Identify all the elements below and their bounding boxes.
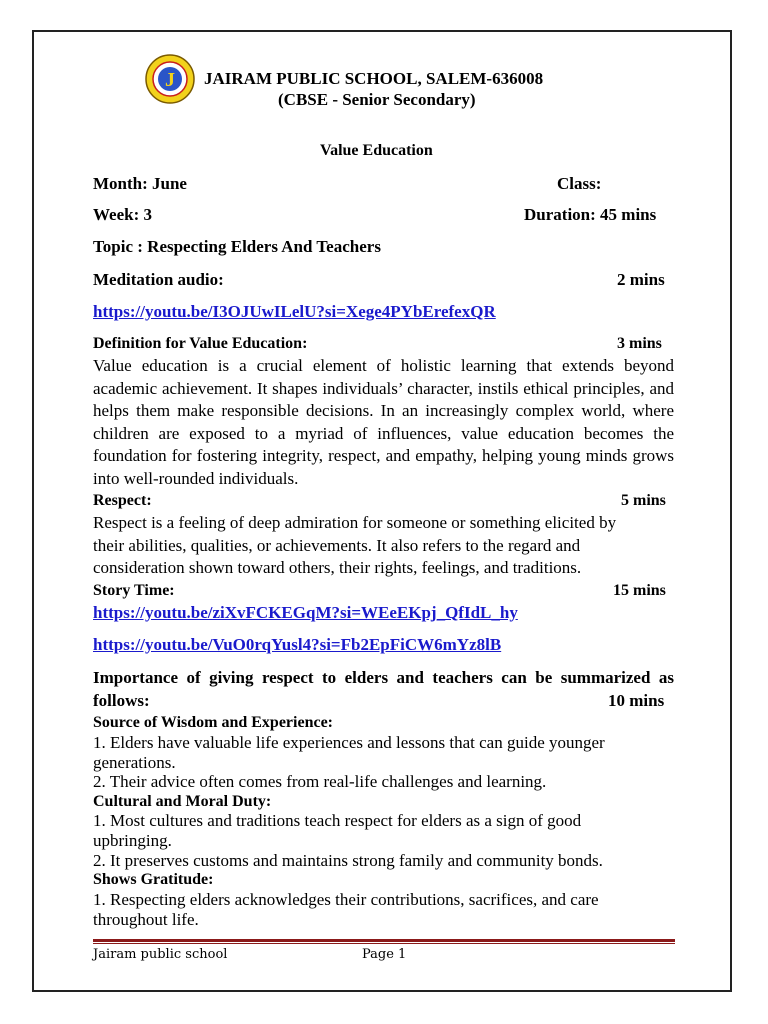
school-logo	[145, 54, 195, 104]
respect-time: 5 mins	[621, 492, 666, 509]
footer-school: Jairam public school	[93, 947, 228, 962]
respect-line: Respect is a feeling of deep admiration for someone or something elicited by	[93, 513, 617, 532]
duration-label: Duration: 45 mins	[524, 205, 657, 224]
wisdom-item-2: 2. Their advice often comes from real-life challenges and learning.	[93, 772, 547, 791]
definition-text: Value education is a crucial element of holistic learning that extends beyond academic achievement. It shapes individuals’ character, instils ethical principles, and helps them make responsible decisions. In an increasingly complex world, where children are exposed to a myriad of influences, value education becomes the foundation for fostering integrity, respect, and empathy, helping young minds grows into well-rounded individuals.	[93, 356, 674, 488]
respect-line: consideration shown toward others, their rights, feelings, and traditions.	[93, 558, 582, 577]
importance-line-1: Importance of giving respect to elders and teachers can be summarized as	[93, 668, 674, 687]
subject-title: Value Education	[320, 142, 433, 159]
meditation-time: 2 mins	[617, 270, 665, 289]
month-label: Month: June	[93, 174, 187, 193]
story-link-1[interactable]: https://youtu.be/ziXvFCKEGqM?si=WEeEKpj_QfIdL_hy	[93, 603, 518, 622]
definition-time: 3 mins	[617, 335, 662, 352]
meditation-label: Meditation audio:	[93, 270, 224, 289]
footer-rule	[93, 939, 675, 942]
wisdom-heading: Source of Wisdom and Experience:	[93, 714, 334, 731]
class-label: Class:	[557, 174, 602, 193]
respect-label: Respect:	[93, 492, 152, 509]
meditation-link[interactable]: https://youtu.be/I3OJUwILelU?si=Xege4PYbErefexQR	[93, 302, 496, 321]
week-label: Week: 3	[93, 205, 153, 224]
school-name: JAIRAM PUBLIC SCHOOL, SALEM-636008	[204, 69, 544, 88]
story-time: 15 mins	[613, 582, 666, 599]
footer-rule-thin	[93, 943, 675, 944]
story-link-2[interactable]: https://youtu.be/VuO0rqYusl4?si=Fb2EpFiCW6mYz8lB	[93, 635, 502, 654]
cultural-heading: Cultural and Moral Duty:	[93, 793, 272, 810]
gratitude-heading: Shows Gratitude:	[93, 871, 214, 888]
gratitude-item-1: 1. Respecting elders acknowledges their contributions, sacrifices, and care throughout life.	[93, 890, 599, 929]
topic-label: Topic : Respecting Elders And Teachers	[93, 237, 381, 256]
cultural-item-1: 1. Most cultures and traditions teach respect for elders as a sign of good upbringing.	[93, 811, 582, 850]
importance-time: 10 mins	[608, 691, 665, 710]
wisdom-item-1: 1. Elders have valuable life experiences and lessons that can guide younger generations.	[93, 733, 605, 772]
footer-page-number: Page 1	[362, 947, 407, 962]
cultural-item-2: 2. It preserves customs and maintains strong family and community bonds.	[93, 851, 603, 870]
svg-text:J: J	[165, 69, 175, 91]
respect-line: their abilities, qualities, or achievements. It also refers to the regard and	[93, 536, 581, 555]
school-board: (CBSE - Senior Secondary)	[278, 90, 476, 109]
story-label: Story Time:	[93, 582, 175, 599]
definition-label: Definition for Value Education:	[93, 335, 308, 352]
importance-line-2: follows:	[93, 691, 150, 710]
